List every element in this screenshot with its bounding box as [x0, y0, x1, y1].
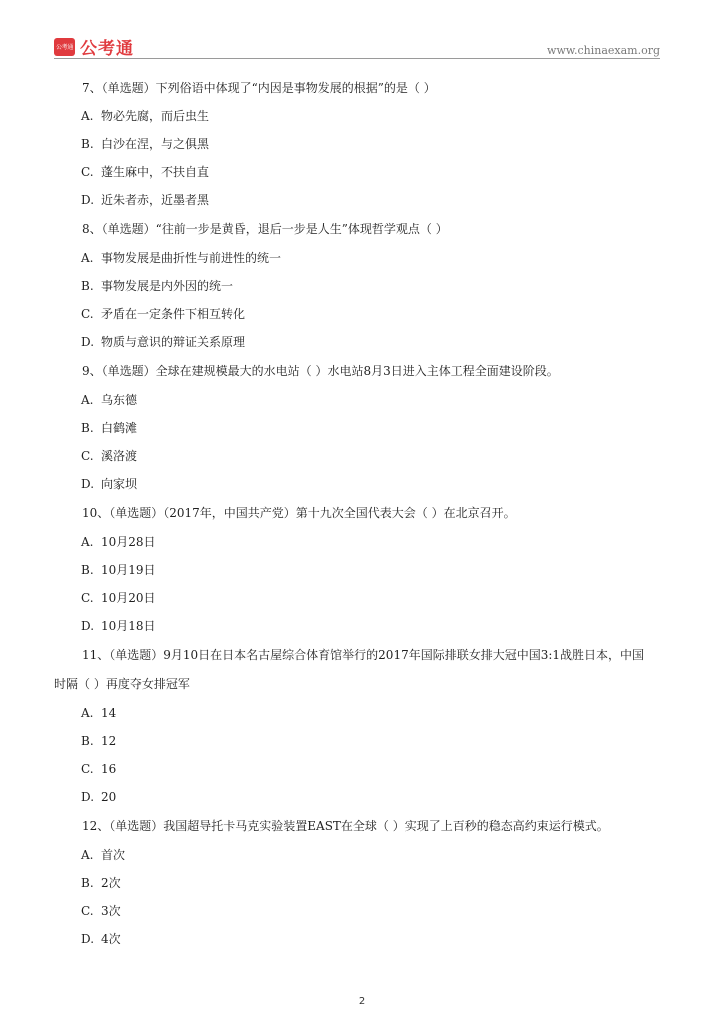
option-item	[81, 789, 116, 805]
option-letter: D.	[81, 932, 95, 946]
option-text: 近朱者赤，近墨者黑	[101, 193, 210, 207]
option-item	[81, 534, 156, 550]
question-stem: 9、（单选题）全球在建规模最大的水电站（ ）水电站8月3日进入主体工程全面建设阶段。	[82, 364, 559, 378]
option-text: 10月20日	[101, 591, 156, 605]
option-text: 矛盾在一定条件下相互转化	[101, 307, 246, 321]
option-item	[81, 847, 125, 863]
option-letter: B.	[81, 563, 94, 577]
option-item	[81, 903, 121, 919]
option-item	[81, 250, 281, 266]
option-letter: D.	[81, 790, 95, 804]
option-text: 10月28日	[101, 535, 156, 549]
option-text: 物必先腐，而后虫生	[101, 109, 210, 123]
site-url: www.chinaexam.org	[547, 44, 660, 57]
option-item	[81, 705, 116, 721]
question-stem: 10、（单选题）（2017年，中国共产党）第十九次全国代表大会（ ）在北京召开。	[82, 506, 516, 520]
question-stem: 7、（单选题）下列俗语中体现了“内因是事物发展的根据”的是（ ）	[82, 81, 436, 95]
option-letter: A.	[81, 848, 94, 862]
option-letter: A.	[81, 706, 94, 720]
option-text: 乌东德	[101, 393, 138, 407]
option-letter: A.	[81, 535, 94, 549]
option-text: 首次	[101, 848, 126, 862]
option-letter: B.	[81, 279, 94, 293]
header-divider	[54, 58, 660, 59]
page-number: 2	[358, 996, 366, 1007]
option-letter: B.	[81, 876, 94, 890]
option-text: 3次	[101, 904, 121, 918]
option-text: 事物发展是曲折性与前进性的统一	[101, 251, 282, 265]
option-letter: C.	[81, 449, 94, 463]
option-item	[81, 590, 156, 606]
option-item	[81, 306, 245, 322]
option-letter: D.	[81, 619, 95, 633]
question-stem-continued: 时隔（ ）再度夺女排冠军	[54, 677, 190, 691]
option-item	[81, 448, 137, 464]
option-letter: A.	[81, 393, 94, 407]
option-text: 溪洛渡	[101, 449, 138, 463]
option-item	[81, 136, 209, 152]
option-item	[81, 761, 116, 777]
option-item	[81, 931, 121, 947]
option-text: 12	[101, 734, 117, 748]
option-item	[81, 420, 137, 436]
option-text: 10月18日	[101, 619, 156, 633]
option-letter: B.	[81, 137, 94, 151]
option-letter: D.	[81, 335, 95, 349]
option-item	[81, 334, 245, 350]
question-stem: 12、（单选题）我国超导托卡马克实验装置EAST在全球（ ）实现了上百秒的稳态高约束运行模式。	[82, 819, 609, 833]
option-text: 4次	[101, 932, 121, 946]
logo-badge-icon: 公考通	[54, 38, 75, 56]
option-item	[81, 392, 137, 408]
option-text: 16	[101, 762, 117, 776]
option-text: 10月19日	[101, 563, 156, 577]
option-letter: C.	[81, 762, 94, 776]
option-item	[81, 164, 209, 180]
option-text: 白沙在涅，与之俱黑	[101, 137, 210, 151]
logo-text: 公考通	[80, 39, 134, 59]
page-header	[0, 0, 724, 60]
option-letter: B.	[81, 734, 94, 748]
option-letter: A.	[81, 109, 94, 123]
option-text: 20	[101, 790, 117, 804]
logo	[54, 34, 134, 59]
option-item	[81, 733, 116, 749]
option-letter: C.	[81, 591, 94, 605]
option-text: 14	[101, 706, 117, 720]
option-item	[81, 562, 156, 578]
option-item	[81, 618, 156, 634]
option-text: 事物发展是内外因的统一	[101, 279, 234, 293]
option-item	[81, 476, 137, 492]
option-letter: B.	[81, 421, 94, 435]
option-text: 向家坝	[101, 477, 138, 491]
option-item	[81, 192, 209, 208]
option-letter: D.	[81, 193, 95, 207]
option-letter: C.	[81, 904, 94, 918]
option-letter: C.	[81, 307, 94, 321]
option-item	[81, 108, 209, 124]
option-text: 物质与意识的辩证关系原理	[101, 335, 246, 349]
option-text: 蓬生麻中，不扶自直	[101, 165, 210, 179]
option-item	[81, 278, 233, 294]
option-letter: A.	[81, 251, 94, 265]
option-text: 2次	[101, 876, 121, 890]
question-stem: 8、（单选题）“往前一步是黄昏，退后一步是人生”体现哲学观点（ ）	[82, 222, 448, 236]
option-item	[81, 875, 121, 891]
option-letter: C.	[81, 165, 94, 179]
option-letter: D.	[81, 477, 95, 491]
option-text: 白鹤滩	[101, 421, 138, 435]
question-stem: 11、（单选题）9月10日在日本名古屋综合体育馆举行的2017年国际排联女排大冠中国3:1战胜日本，中国	[82, 648, 645, 662]
